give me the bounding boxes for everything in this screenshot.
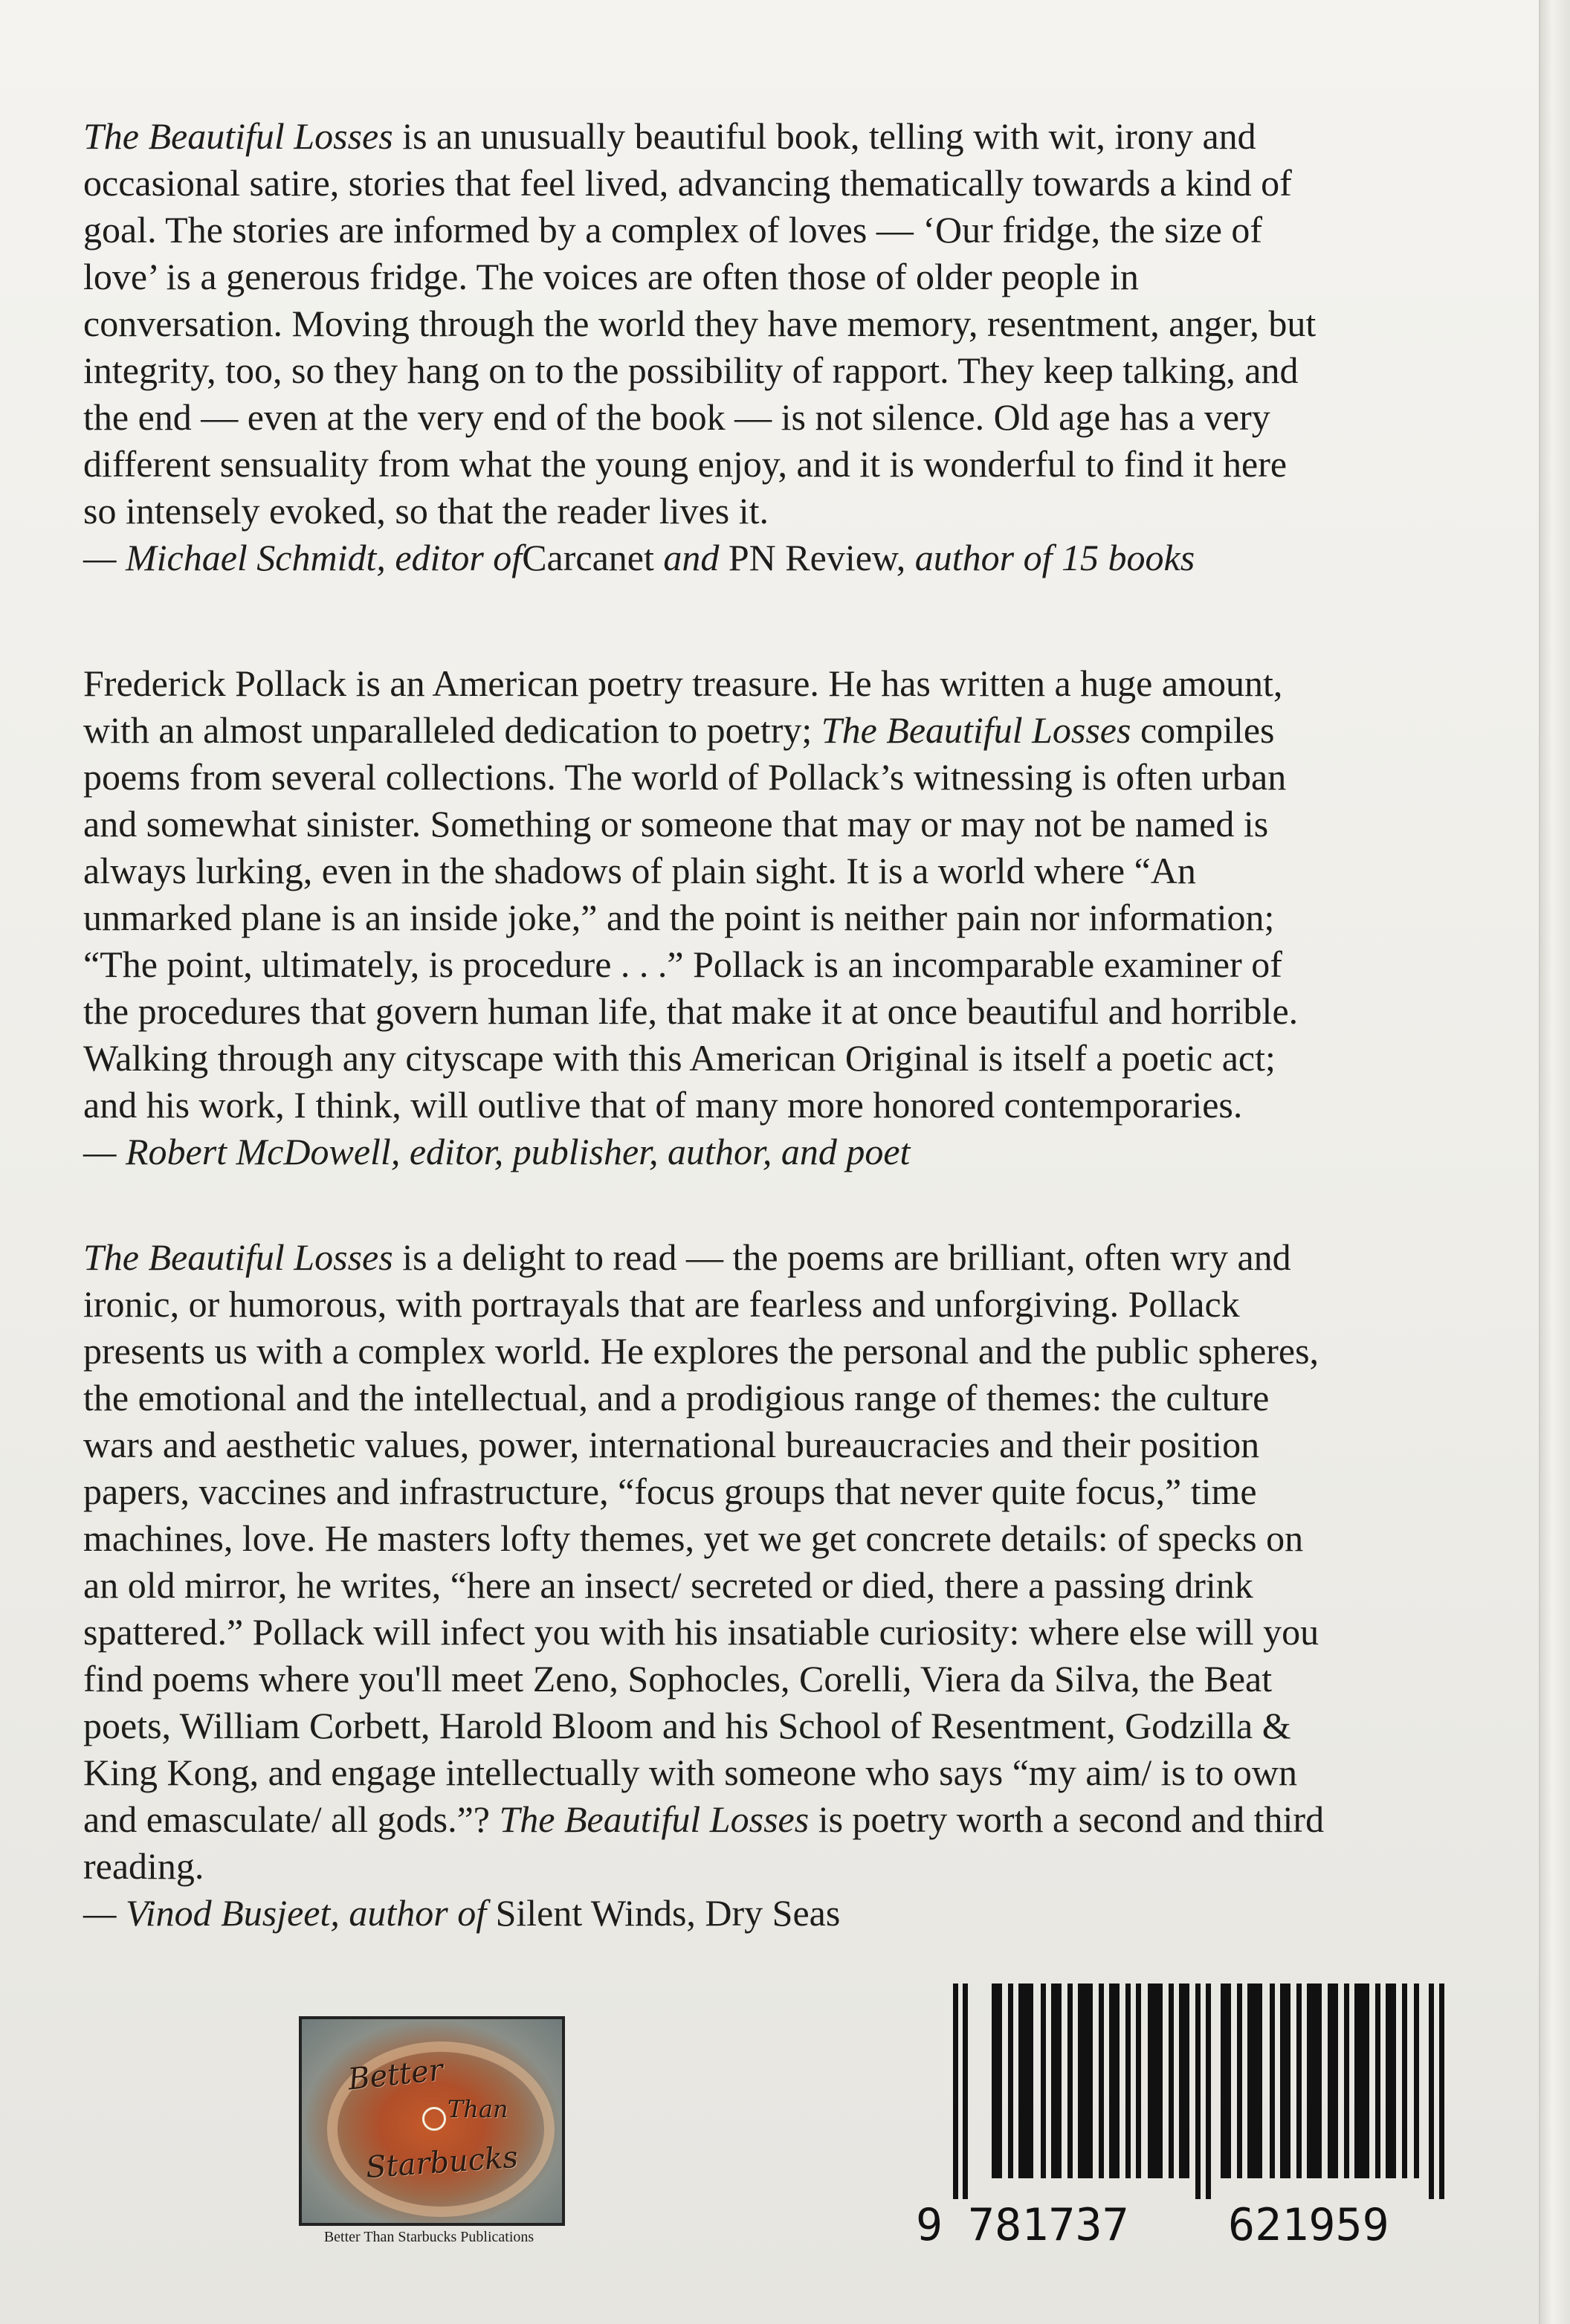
attribution-text: — Vinod Busjeet, author of [83, 1892, 487, 1934]
barcode-bar [1179, 1984, 1189, 2178]
review-attribution [83, 535, 1525, 581]
barcode-bar [1018, 1984, 1033, 2178]
review-line [83, 1082, 1525, 1129]
barcode-bar [1041, 1984, 1046, 2178]
review-line [83, 1421, 1525, 1468]
barcode-bar [1148, 1984, 1163, 2178]
review-text: goal. The stories are informed by a complex of loves — ‘Our fridge, the size of [83, 209, 1263, 251]
review-text: with an almost unparalleled dedication to poetry; [83, 709, 821, 751]
attribution-text: PN Review, [728, 537, 906, 578]
barcode-bar [1375, 1984, 1380, 2178]
review-line [83, 1609, 1525, 1656]
review-line [83, 1281, 1525, 1328]
review-line [83, 1749, 1525, 1796]
review-text: machines, love. He masters lofty themes, yet we get concrete details: of specks on [83, 1517, 1304, 1559]
book-title: The Beautiful Losses [83, 115, 393, 157]
barcode-bar [1067, 1984, 1073, 2178]
review-busjeet [83, 1234, 1525, 1937]
logo-word-better: Better [346, 2053, 445, 2097]
barcode-bar [1280, 1984, 1290, 2178]
review-line [83, 207, 1525, 254]
review-line [83, 894, 1525, 941]
barcode-bars [916, 1984, 1451, 2199]
barcode-guard-bar [1206, 1984, 1211, 2199]
barcode-bar [1169, 1984, 1174, 2178]
review-mcdowell [83, 660, 1525, 1175]
attribution-text: Silent Winds, Dry Seas [486, 1892, 841, 1934]
book-title: The Beautiful Losses [821, 709, 1131, 751]
review-line [83, 347, 1525, 394]
review-text: poems from several collections. The world of Pollack’s witnessing is often urban [83, 756, 1287, 798]
review-text: conversation. Moving through the world they have memory, resentment, anger, but [83, 303, 1317, 344]
review-line [83, 394, 1525, 441]
barcode-bar [1221, 1984, 1231, 2178]
review-line [83, 988, 1525, 1035]
attribution-text: — Robert McDowell, editor, publisher, author, and poet [83, 1131, 911, 1172]
review-text: an old mirror, he writes, “here an insect/ secreted or died, there a passing drink [83, 1564, 1253, 1606]
barcode-bar [992, 1984, 1002, 2178]
review-text: unmarked plane is an inside joke,” and the point is neither pain nor information; [83, 897, 1275, 938]
logo-word-starbucks: Starbucks [364, 2140, 520, 2186]
review-line [83, 300, 1525, 347]
barcode-bar [1008, 1984, 1013, 2178]
review-line [83, 1515, 1525, 1562]
review-attribution [83, 1129, 1525, 1175]
barcode-bar [1270, 1984, 1275, 2178]
review-line [83, 1234, 1525, 1281]
book-edge [1539, 0, 1570, 2324]
barcode-bar [1414, 1984, 1419, 2178]
review-text: ironic, or humorous, with portrayals that are fearless and unforgiving. Pollack [83, 1283, 1240, 1325]
review-text: different sensuality from what the young enjoy, and it is wonderful to find it here [83, 443, 1288, 485]
barcode-bar [1402, 1984, 1407, 2178]
barcode-bar [1344, 1984, 1349, 2178]
attribution-text: Carcanet [522, 537, 654, 578]
review-text: always lurking, even in the shadows of plain sight. It is a world where “An [83, 850, 1196, 891]
barcode-bar [1247, 1984, 1262, 2178]
review-line [83, 488, 1525, 535]
review-line [83, 254, 1525, 300]
review-text: Frederick Pollack is an American poetry treasure. He has written a huge amount, [83, 662, 1283, 704]
barcode-bar [1051, 1984, 1062, 2178]
review-line [83, 848, 1525, 894]
book-title: The Beautiful Losses [499, 1798, 810, 1840]
barcode-guard-bar [1429, 1984, 1434, 2199]
review-line [83, 1035, 1525, 1082]
review-text: and emasculate/ all gods.”? [83, 1798, 500, 1840]
review-text: spattered.” Pollack will infect you with his insatiable curiosity: where else will you [83, 1611, 1319, 1653]
barcode-bar [1328, 1984, 1338, 2178]
review-line [83, 754, 1525, 801]
review-line [83, 1468, 1525, 1515]
review-text: occasional satire, stories that feel lived, advancing thematically towards a kind of [83, 162, 1292, 204]
review-text: the emotional and the intellectual, and a prodigious range of themes: the culture [83, 1377, 1270, 1418]
review-line [83, 1656, 1525, 1702]
barcode-guard-bar [1439, 1984, 1444, 2199]
review-text: papers, vaccines and infrastructure, “focus groups that never quite focus,” time [83, 1471, 1257, 1512]
review-text: find poems where you'll meet Zeno, Sophocles, Corelli, Viera da Silva, the Beat [83, 1658, 1273, 1700]
review-line [83, 160, 1525, 207]
review-text: wars and aesthetic values, power, international bureaucracies and their position [83, 1424, 1260, 1465]
logo-dot [422, 2107, 446, 2131]
barcode-bar [1296, 1984, 1302, 2178]
review-text: the end — even at the very end of the book — is not silence. Old age has a very [83, 396, 1270, 438]
barcode-first-digit: 9 [916, 2199, 943, 2251]
review-text: presents us with a complex world. He explores the personal and the public spheres, [83, 1330, 1319, 1372]
review-text: the procedures that govern human life, that make it at once beautiful and horrible. [83, 990, 1299, 1032]
review-line [83, 660, 1525, 707]
barcode-bar [1099, 1984, 1104, 2178]
publisher-caption: Better Than Starbucks Publications [323, 2229, 534, 2245]
review-line [83, 1796, 1525, 1843]
review-line [83, 941, 1525, 988]
review-line [83, 1328, 1525, 1375]
review-text: reading. [83, 1845, 204, 1887]
review-text: Walking through any cityscape with this American Original is itself a poetic act; [83, 1037, 1276, 1079]
review-text: King Kong, and engage intellectually with someone who says “my aim/ is to own [83, 1752, 1298, 1793]
review-text: and somewhat sinister. Something or someone that may or may not be named is [83, 803, 1269, 845]
review-text: love’ is a generous fridge. The voices are often those of older people in [83, 256, 1139, 297]
review-schmidt [83, 113, 1525, 581]
attribution-text: and [653, 537, 729, 578]
barcode-bar [1307, 1984, 1322, 2178]
review-line [83, 441, 1525, 488]
barcode-bar [1354, 1984, 1369, 2178]
review-text: integrity, too, so they hang on to the possibility of rapport. They keep talking, and [83, 349, 1299, 391]
review-attribution [83, 1890, 1525, 1937]
review-text: and his work, I think, will outlive that of many more honored contemporaries. [83, 1084, 1243, 1126]
barcode-bar [1078, 1984, 1093, 2178]
review-line [83, 1843, 1525, 1890]
review-text: is poetry worth a second and third [809, 1798, 1325, 1840]
barcode-right-digits: 621959 [1228, 2199, 1389, 2251]
barcode-left-digits: 781737 [968, 2199, 1129, 2251]
logo-word-than: Than [448, 2095, 508, 2123]
review-text: poets, William Corbett, Harold Bloom and his School of Resentment, Godzilla & [83, 1705, 1291, 1746]
review-text: is an unusually beautiful book, telling with wit, irony and [392, 115, 1256, 157]
book-title: The Beautiful Losses [83, 1236, 393, 1278]
review-line [83, 707, 1525, 754]
review-text: is a delight to read — the poems are brilliant, often wry and [392, 1236, 1291, 1278]
review-line [83, 1375, 1525, 1421]
barcode-bar [1136, 1984, 1141, 2178]
barcode-bar [1109, 1984, 1120, 2178]
isbn-barcode [916, 1984, 1451, 2259]
barcode-guard-bar [963, 1984, 968, 2199]
review-text: so intensely evoked, so that the reader lives it. [83, 490, 769, 532]
barcode-bar [1237, 1984, 1242, 2178]
barcode-bar [1125, 1984, 1131, 2178]
barcode-bar [1386, 1984, 1396, 2178]
review-text: “The point, ultimately, is procedure . . .” Pollack is an incomparable examiner of [83, 943, 1282, 985]
review-line [83, 1702, 1525, 1749]
attribution-text: author of 15 books [905, 537, 1195, 578]
review-line [83, 801, 1525, 848]
review-text: compiles [1131, 709, 1275, 751]
review-line [83, 1562, 1525, 1609]
review-line [83, 113, 1525, 160]
publisher-logo [299, 2016, 565, 2226]
attribution-text: — Michael Schmidt, editor of [83, 537, 523, 578]
barcode-guard-bar [1195, 1984, 1201, 2199]
barcode-guard-bar [953, 1984, 958, 2199]
